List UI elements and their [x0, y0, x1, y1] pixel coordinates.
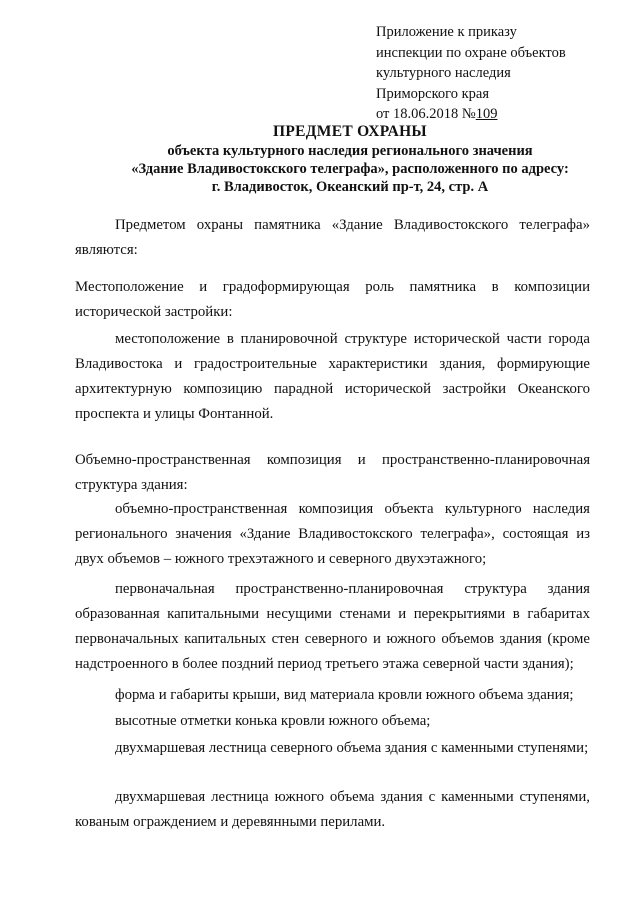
location-heading: Местоположение и градоформирующая роль памятника в композиции исторической застройки:: [75, 279, 590, 320]
title-main: ПРЕДМЕТ ОХРАНЫ: [273, 123, 427, 140]
title-line-4: г. Владивосток, Океанский пр-т, 24, стр. А: [211, 179, 489, 195]
document-title: [60, 122, 640, 196]
ridge-item: высотные отметки конька кровли южного объема;: [115, 713, 431, 729]
location-item: местоположение в планировочной структуре исторической части города Владивостока и градостроительные характеристики здания, формирующие архитектурную композицию парадной исторической застройки Океанского проспекта и улицы Фонтанной.: [75, 331, 590, 422]
south-stair-item: двухмаршевая лестница южного объема здания с каменными ступенями, кованым ограждением и деревянными перилами.: [75, 789, 590, 830]
order-number: 109: [475, 106, 498, 123]
appendix-date: от 18.06.2018 №: [376, 106, 476, 123]
appendix-line-4: Приморского края: [376, 85, 490, 102]
north-stair-item: двухмаршевая лестница северного объема здания с каменными ступенями;: [115, 740, 589, 756]
appendix-header: [376, 22, 626, 125]
title-line-3: «Здание Владивостокского телеграфа», расположенного по адресу:: [131, 161, 569, 177]
structure-item: первоначальная пространственно-планировочная структура здания образованная капитальными несущими стенами и перекрытиями в габаритах первоначальных капитальных стен северного и южного объемов здания (кроме надстроенного в более поздний период третьего этажа северной части здания);: [75, 581, 590, 672]
title-line-2: объекта культурного наследия регионального значения: [167, 143, 533, 159]
intro-paragraph: Предметом охраны памятника «Здание Владивостокского телеграфа» являются:: [75, 217, 590, 258]
roof-item: форма и габариты крыши, вид материала кровли южного объема здания;: [115, 687, 574, 703]
volume-heading: Объемно-пространственная композиция и пространственно-планировочная структура здания:: [75, 452, 590, 493]
appendix-line-3: культурного наследия: [376, 65, 511, 82]
appendix-line-2: инспекции по охране объектов: [376, 44, 566, 61]
appendix-line-1: Приложение к приказу: [376, 24, 517, 40]
volume-item: объемно-пространственная композиция объекта культурного наследия регионального значения «Здание Владивостокского телеграфа», состоящая из двух объемов – южного трехэтажного и северного двухэтажного;: [75, 501, 590, 567]
